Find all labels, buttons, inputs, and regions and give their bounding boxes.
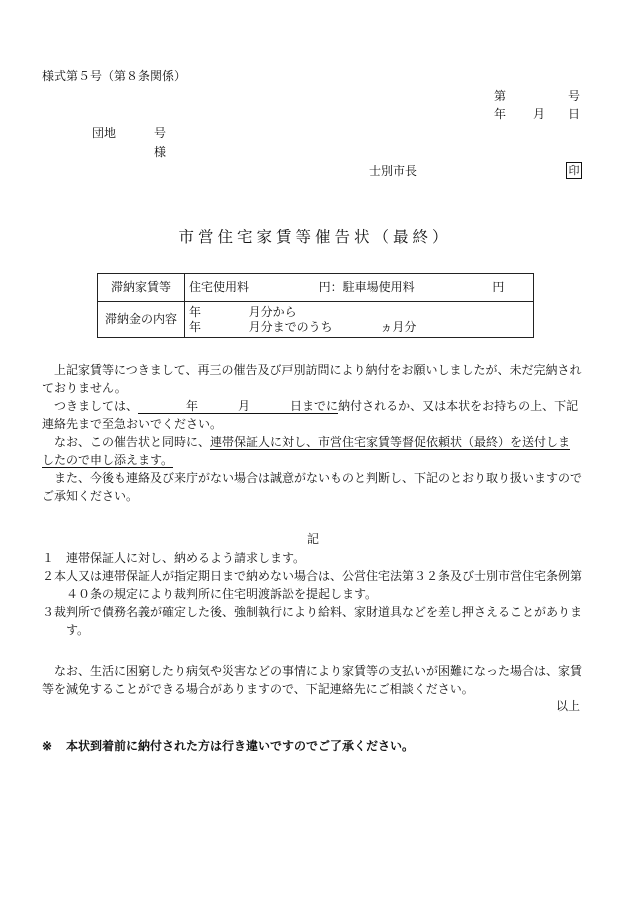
body-paragraphs — [42, 361, 582, 505]
row2-content — [185, 302, 534, 338]
note-mark: ※ — [42, 739, 53, 753]
deadline-blank — [138, 399, 338, 414]
row2-l1-year: 年 — [189, 304, 202, 319]
doc-number-dai: 第 — [494, 89, 507, 103]
date-month: 月 — [533, 107, 546, 121]
sender-name: 士別市長 — [369, 164, 418, 178]
document-title: 市営住宅家賃等催告状（最終） — [178, 228, 452, 246]
row1-label: 滞納家賃等 — [98, 274, 185, 302]
recipient-sama: 様 — [154, 145, 167, 159]
delinquency-table — [97, 273, 534, 338]
doc-number-go: 号 — [568, 89, 581, 103]
paragraph-4: また、今後も連絡及び来庁がない場合は誠意がないものと判断し、下記のとおり取り扱いますのでご承知ください。 — [42, 471, 583, 503]
row1-housing: 住宅使用料 — [189, 280, 250, 294]
recipient-danchi: 団地 — [92, 126, 117, 140]
deadline-year: 年 — [186, 399, 199, 413]
paragraph-2: つきましては、 年 月 日までに納付されるか、又は本状をお持ちの上、下記連絡先まで至急おいでください。 — [42, 399, 579, 431]
deadline-day: 日までに — [290, 399, 339, 413]
list-item-2: ２ 本人又は連帯保証人が指定期日まで納めない場合は、公営住宅法第３２条及び士別市営住宅条例第４０条の規定により裁判所に住宅明渡訴訟を提起します。 — [42, 569, 583, 601]
ki-heading: 記 — [307, 532, 320, 546]
date-year: 年 — [494, 107, 507, 121]
row1-yen: 円 — [492, 280, 505, 294]
row2-l2-month-until: 月分までのうち — [248, 319, 333, 334]
guarantor-notice: 連帯保証人に対し、市営住宅家賃等督促依頼状（最終）を送付しましたので申し添えます。 — [42, 435, 571, 467]
deadline-month: 月 — [238, 399, 251, 413]
row2-l2-months: ヵ月分 — [380, 319, 417, 334]
arrival-note: 本状到着前に納付された方は行き違いですのでご了承ください。 — [66, 739, 415, 753]
list-item-3: ３ 裁判所で債務名義が確定した後、強制執行により給料、家財道具などを差し押さえることがあります。 — [42, 605, 583, 637]
date-day: 日 — [568, 107, 581, 121]
row1-yen-parking: 円：駐車場使用料 — [318, 280, 415, 294]
form-label: 様式第５号（第８条関係） — [42, 69, 187, 83]
seal-box: 印 — [566, 162, 582, 179]
paragraph-1: 上記家賃等につきまして、再三の催告及び戸別訪問により納付をお願いしましたが、未だ完納されておりません。 — [42, 363, 582, 395]
list-item-1: １ 連帯保証人に対し、納めるよう請求します。 — [42, 551, 306, 565]
row2-label: 滞納金の内容 — [98, 302, 185, 338]
closing-paragraph: なお、生活に困窮したり病気や災害などの事情により家賃等の支払いが困難になった場合は、家賃等を減免することができる場合がありますので、下記連絡先にご相談ください。 — [42, 664, 583, 696]
numbered-list — [42, 549, 587, 639]
row1-content — [185, 274, 534, 302]
row2-l1-month-from: 月分から — [248, 304, 297, 319]
ijou-label: 以上 — [556, 699, 581, 713]
row2-l2-year: 年 — [189, 319, 202, 334]
recipient-go: 号 — [154, 126, 167, 140]
paragraph-3: なお、この催告状と同時に、連帯保証人に対し、市営住宅家賃等督促依頼状（最終）を送付しましたので申し添えます。 — [42, 435, 571, 467]
